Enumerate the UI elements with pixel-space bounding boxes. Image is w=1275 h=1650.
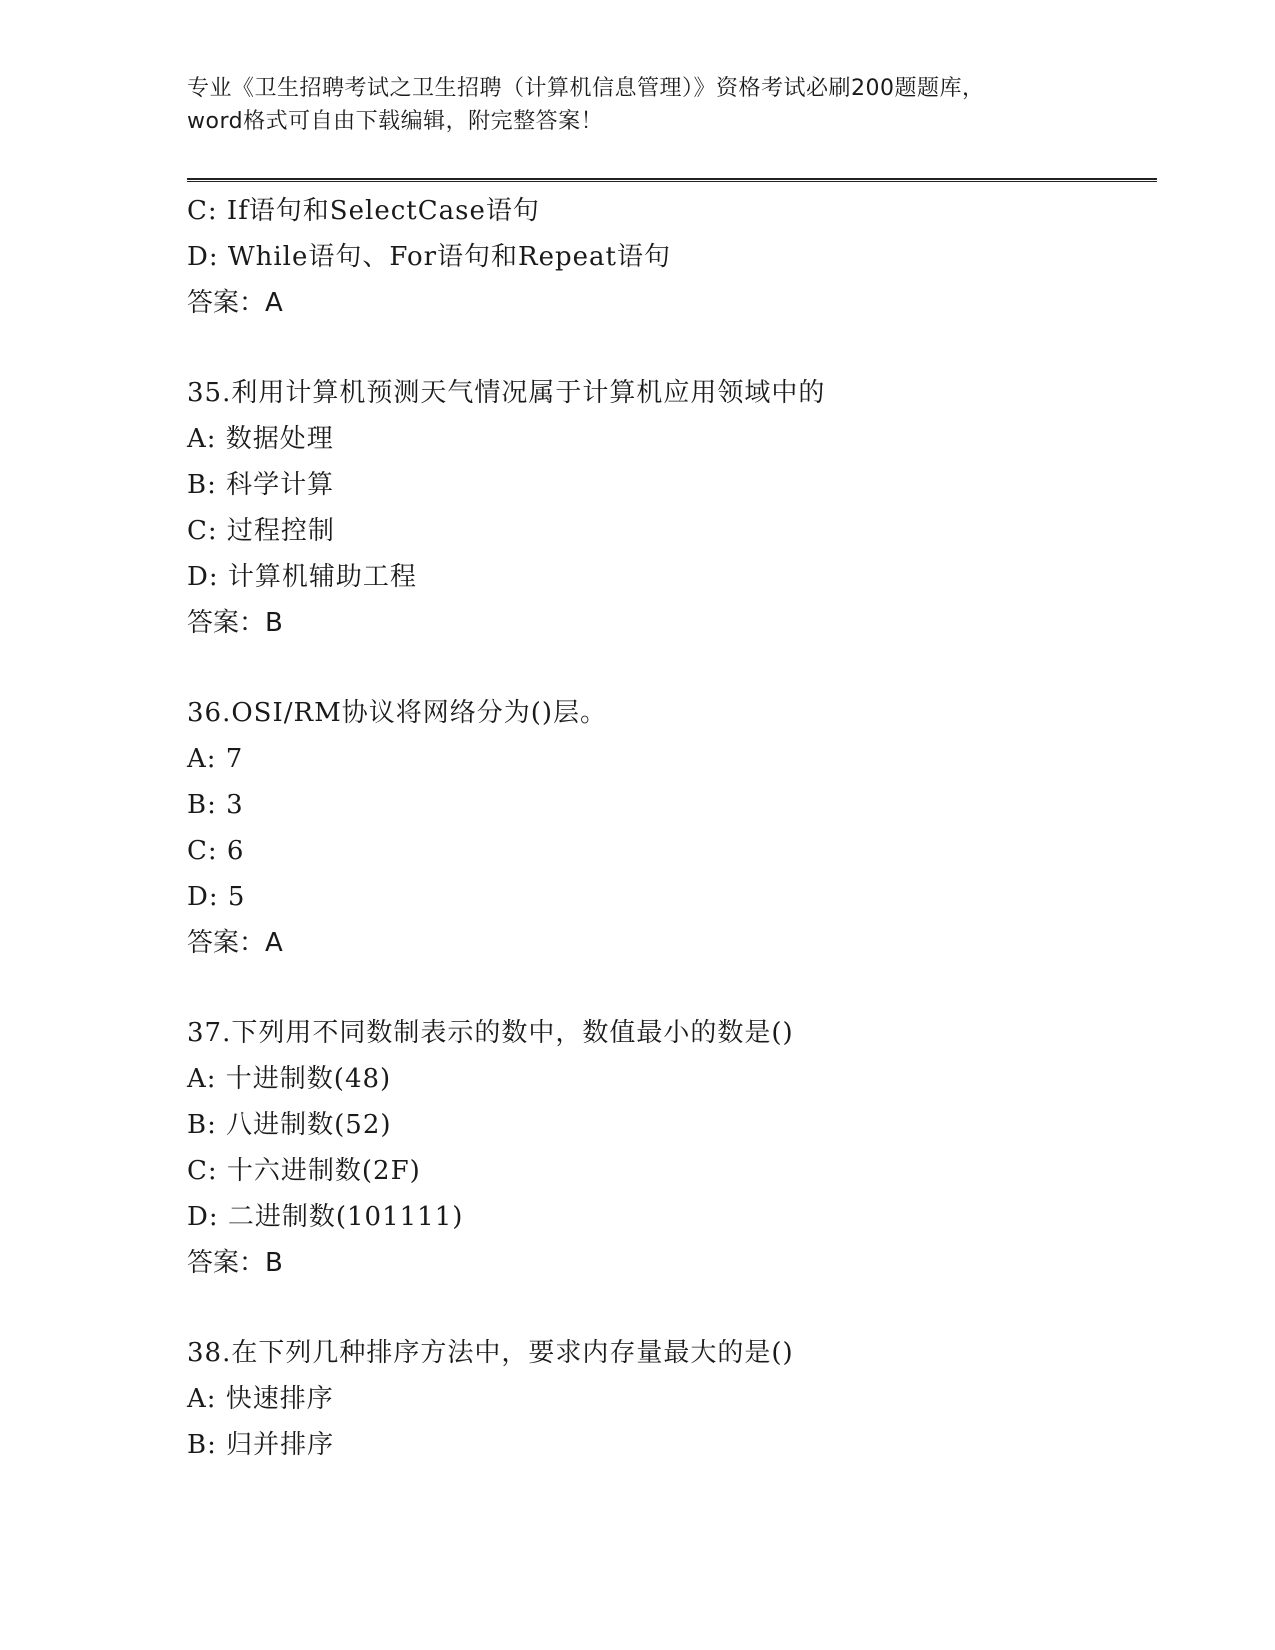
answer-line: 答案：A (187, 928, 283, 958)
question-stem: 36.OSI/RM协议将网络分为()层。 (187, 698, 607, 728)
question-37 (187, 1010, 1157, 1286)
header-divider (187, 178, 1157, 182)
option-d: D: While语句、For语句和Repeat语句 (187, 242, 671, 272)
option-a: A: 数据处理 (187, 424, 334, 454)
header-line-2: word格式可自由下载编辑，附完整答案！ (187, 109, 604, 134)
option-a: A: 快速排序 (187, 1384, 334, 1414)
question-stem: 38.在下列几种排序方法中，要求内存量最大的是() (187, 1338, 794, 1368)
question-35 (187, 370, 1157, 646)
option-a: A: 十进制数(48) (187, 1064, 392, 1094)
option-a: A: 7 (187, 744, 244, 774)
option-c: C: 十六进制数(2F) (187, 1156, 421, 1186)
option-c: C: If语句和SelectCase语句 (187, 196, 540, 226)
question-36 (187, 690, 1157, 966)
question-stem: 37.下列用不同数制表示的数中，数值最小的数是() (187, 1018, 794, 1048)
document-header (187, 72, 1087, 138)
option-b: B: 3 (187, 790, 244, 820)
option-b: B: 归并排序 (187, 1430, 335, 1460)
answer-line: 答案：B (187, 1248, 283, 1278)
option-b: B: 科学计算 (187, 470, 335, 500)
question-stem: 35.利用计算机预测天气情况属于计算机应用领域中的 (187, 378, 826, 408)
option-d: D: 二进制数(101111) (187, 1202, 464, 1232)
answer-line: 答案：A (187, 288, 283, 318)
option-c: C: 过程控制 (187, 516, 335, 546)
answer-line: 答案：B (187, 608, 283, 638)
option-c: C: 6 (187, 836, 245, 866)
previous-question-tail (187, 188, 1157, 326)
header-line-1: 专业《卫生招聘考试之卫生招聘（计算机信息管理）》资格考试必刷200题题库， (187, 76, 985, 101)
option-d: D: 计算机辅助工程 (187, 562, 417, 592)
question-list (187, 188, 1157, 1468)
question-38 (187, 1330, 1157, 1468)
option-b: B: 八进制数(52) (187, 1110, 392, 1140)
option-d: D: 5 (187, 882, 246, 912)
